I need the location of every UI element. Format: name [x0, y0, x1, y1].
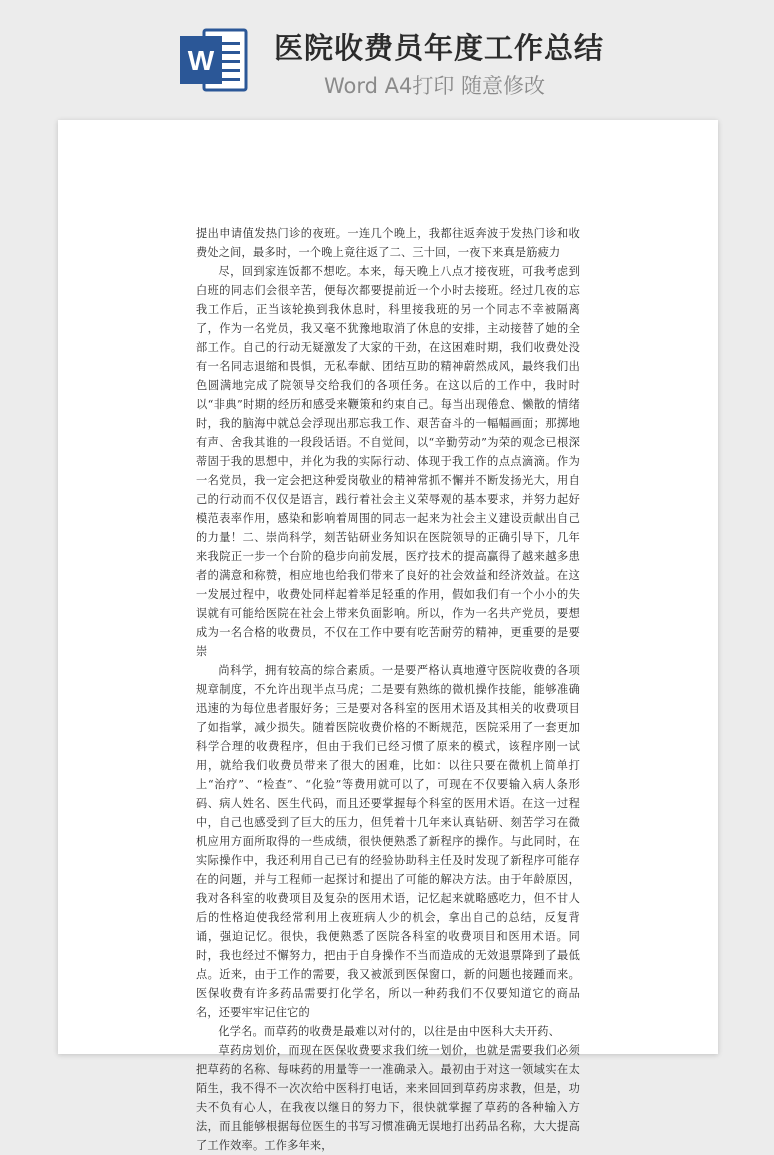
paragraph: 化学名。而草药的收费是最难以对付的，以往是由中医科大夫开药、 [218, 1025, 561, 1038]
word-icon-letter: W [187, 45, 215, 76]
paragraph: 尚科学，拥有较高的综合素质。一是要严格认真地遵守医院收费的各项规章制度，不允许出现半点马虎；二是要有熟练的微机操作技能，能够准确迅速的为每位患者服好务；三是要对各科室的医用术语及其相关的收费项目了如指掌，减少损失。随着医院收费价格的不断规范，医院采用了一套更加科学合理的收费程序，但由于我们已经习惯了原来的模式，该程序刚一试用，就给我们收费员带来了很大的困难，比如：以往只要在微机上简单打上“治疗”、“检查”、“化验”等费用就可以了，可现在不仅要输入病人条形码、病人姓名、医生代码，而且还要掌握每个科室的医用术语。在这一过程中，自己也感受到了巨大的压力，但凭着十几年来认真钻研、刻苦学习在微机应用方面所取得的一些成绩，很快便熟悉了新程序的操作。与此同时，在实际操作中，我还利用自己已有的经验协助科主任及时发现了新程序可能存在的问题，并与工程师一起探讨和提出了可能的解决方法。由于年龄原因，我对各科室的收费项目及复杂的医用术语，记忆起来就略感吃力，但不甘人后的性格迫使我经常利用上夜班病人少的机会，拿出自己的总结，反复背诵，强迫记忆。很快，我便熟悉了医院各科室的收费项目和医用术语。同时，我也经过不懈努力，把由于自身操作不当而造成的无效退票降到了最低点。近来，由于工作的需要，我又被派到医保窗口，新的问题也接踵而来。医保收费有许多药品需要打化学名，所以一种药我们不仅要知道它的商品名，还要牢牢记住它的 [196, 664, 580, 1019]
paragraph: 尽，回到家连饭都不想吃。本来，每天晚上八点才接夜班，可我考虑到白班的同志们会很辛苦，便每次都要提前近一个小时去接班。经过几夜的忘我工作后，正当该轮换到我休息时，科里接我班的另一个同志不幸被隔离了，作为一名党员，我又毫不犹豫地取消了休息的安排，主动接替了她的全部工作。自己的行动无疑激发了大家的干劲，在这困难时期，我们收费处没有一名同志退缩和畏惧，无私奉献、团结互助的精神蔚然成风，最终我们出色圆满地完成了院领导交给我们的各项任务。在这以后的工作中，我时时以“非典”时期的经历和感受来鞭策和约束自己。每当出现倦怠、懒散的情绪时，我的脑海中就总会浮现出那忘我工作、艰苦奋斗的一幅幅画面；那掷地有声、舍我其谁的一段段话语。不自觉间，以“辛勤劳动”为荣的观念已根深蒂固于我的思想中，并化为我的实际行动、体现于我工作的点点滴滴。作为一名党员，我一定会把这种爱岗敬业的精神常抓不懈并不断发扬光大，用自己的行动而不仅仅是语言，践行着社会主义荣辱观的基本要求，并努力起好模范表率作用，感染和影响着周围的同志一起来为社会主义建设贡献出自己的力量！二、崇尚科学，刻苦钻研业务知识在医院领导的正确引导下，几年来我院正一步一个台阶的稳步向前发展，医疗技术的提高赢得了越来越多患者的满意和称赞，相应地也给我们带来了良好的社会效益和经济效益。在这一发展过程中，收费处同样起着举足轻重的作用，假如我们有一个小小的失误就有可能给医院在社会上带来负面影响。所以，作为一名共产党员，要想成为一名合格的收费员，不仅在工作中要有吃苦耐劳的精神，更重要的是要崇 [196, 265, 580, 658]
page-header [0, 0, 774, 116]
document-body [196, 224, 580, 1155]
document-page [58, 120, 718, 1152]
paragraph: 草药房划价，而现在医保收费要求我们统一划价，也就是需要我们必须把草药的名称、每味药的用量等一一准确录入。最初由于对这一领域实在太陌生，我不得不一次次给中医科打电话，来来回回到草药房求教，但是，功夫不负有心人，在我夜以继日的努力下，很快就掌握了草药的各种输入方法，而且能够根据每位医生的书写习惯准确无误地打出药品名称，大大提高了工作效率。工作多年来， [196, 1044, 580, 1152]
paragraph: 提出申请值发热门诊的夜班。一连几个晚上，我都往返奔波于发热门诊和收费处之间，最多时，一个晚上竟往返了二、三十回，一夜下来真是筋疲力 [196, 227, 580, 259]
page-subtitle: Word A4打印 随意修改 [324, 74, 546, 98]
word-document-icon [178, 24, 250, 96]
page-title: 医院收费员年度工作总结 [274, 31, 605, 65]
